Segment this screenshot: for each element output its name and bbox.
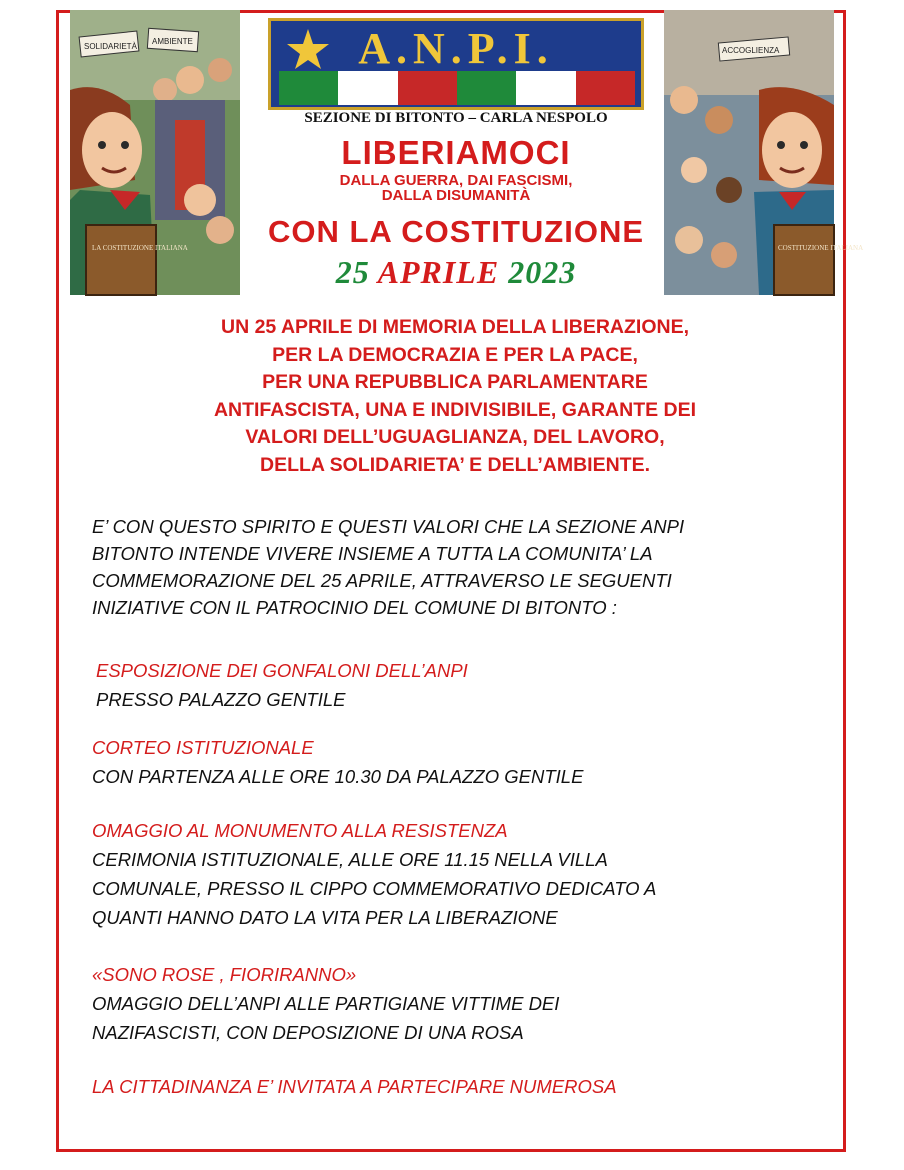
subtitle-line: DALLA DISUMANITÀ: [381, 187, 531, 204]
event-exhibition: [96, 656, 816, 714]
intro-statement: [100, 314, 810, 479]
date-day: 25: [335, 254, 378, 290]
body-line: INIZIATIVE CON IL PATROCINIO DEL COMUNE DI BITONTO :: [92, 597, 617, 618]
event-detail: PRESSO PALAZZO GENTILE: [96, 689, 346, 710]
event-title: OMAGGIO AL MONUMENTO ALLA RESISTENZA: [92, 820, 508, 841]
event-detail: CERIMONIA ISTITUZIONALE, ALLE ORE 11.15 NELLA VILLA: [92, 849, 608, 870]
right-book-text: COSTITUZIONE ITALIANA: [778, 244, 864, 252]
header-title-block: [268, 18, 644, 300]
logo-text: A.N.P.I.: [358, 24, 554, 73]
left-illustration: [70, 10, 240, 295]
right-banner-text-1: ACCOGLIENZA: [722, 46, 780, 55]
event-monument: [92, 816, 812, 932]
subtitle-line: DALLA GUERRA, DAI FASCISMI,: [339, 172, 573, 189]
intro-line: DELLA SOLIDARIETA’ E DELL’AMBIENTE.: [259, 453, 651, 476]
anpi-logo: [268, 18, 644, 110]
headline-2: CON LA COSTITUZIONE: [267, 214, 645, 249]
event-detail: NAZIFASCISTI, CON DEPOSIZIONE DI UNA ROSA: [92, 1022, 524, 1043]
closing-invitation: LA CITTADINANZA E’ INVITATA A PARTECIPARE NUMEROSA: [92, 1076, 617, 1097]
body-line: COMMEMORAZIONE DEL 25 APRILE, ATTRAVERSO LE SEGUENTI: [92, 570, 672, 591]
italian-flag-strip: [279, 71, 635, 105]
event-title: «SONO ROSE , FIORIRANNO»: [92, 964, 357, 985]
headline: LIBERIAMOCI: [341, 134, 571, 171]
intro-line: PER LA DEMOCRAZIA E PER LA PACE,: [272, 343, 638, 366]
date-month: APRILE: [377, 254, 509, 290]
event-detail: COMUNALE, PRESSO IL CIPPO COMMEMORATIVO DEDICATO A: [92, 878, 657, 899]
event-roses: [92, 960, 812, 1047]
right-illustration: [664, 10, 864, 295]
left-book-text: LA COSTITUZIONE ITALIANA: [92, 244, 188, 252]
event-detail: OMAGGIO DELL’ANPI ALLE PARTIGIANE VITTIME DEI: [92, 993, 560, 1014]
right-crowd-image: [664, 10, 864, 295]
body-line: E’ CON QUESTO SPIRITO E QUESTI VALORI CHE LA SEZIONE ANPI: [92, 516, 685, 537]
left-crowd-image: [70, 10, 240, 295]
left-banner-text-2: AMBIENTE: [152, 37, 193, 46]
intro-line: UN 25 APRILE DI MEMORIA DELLA LIBERAZIONE,: [220, 316, 690, 338]
section-name: SEZIONE DI BITONTO – CARLA NESPOLO: [304, 110, 608, 126]
event-procession: [92, 733, 812, 791]
body-line: BITONTO INTENDE VIVERE INSIEME A TUTTA LA COMUNITA’ LA: [92, 543, 653, 564]
event-title: CORTEO ISTITUZIONALE: [92, 737, 314, 758]
event-title: ESPOSIZIONE DEI GONFALONI DELL’ANPI: [96, 660, 468, 681]
subtitle: [268, 173, 644, 203]
intro-line: PER UNA REPUBBLICA PARLAMENTARE: [262, 371, 648, 393]
event-detail: QUANTI HANNO DATO LA VITA PER LA LIBERAZIONE: [92, 907, 558, 928]
left-banner-text-1: SOLIDARIETÀ: [84, 42, 137, 51]
intro-line: ANTIFASCISTA, UNA E INDIVISIBILE, GARANTE DEI: [213, 398, 697, 421]
event-detail: CON PARTENZA ALLE ORE 10.30 DA PALAZZO GENTILE: [92, 766, 584, 787]
intro-line: VALORI DELL’UGUAGLIANZA, DEL LAVORO,: [245, 426, 665, 448]
body-paragraph: [92, 513, 812, 621]
event-date: [268, 254, 644, 291]
date-year: 2023: [508, 254, 577, 290]
